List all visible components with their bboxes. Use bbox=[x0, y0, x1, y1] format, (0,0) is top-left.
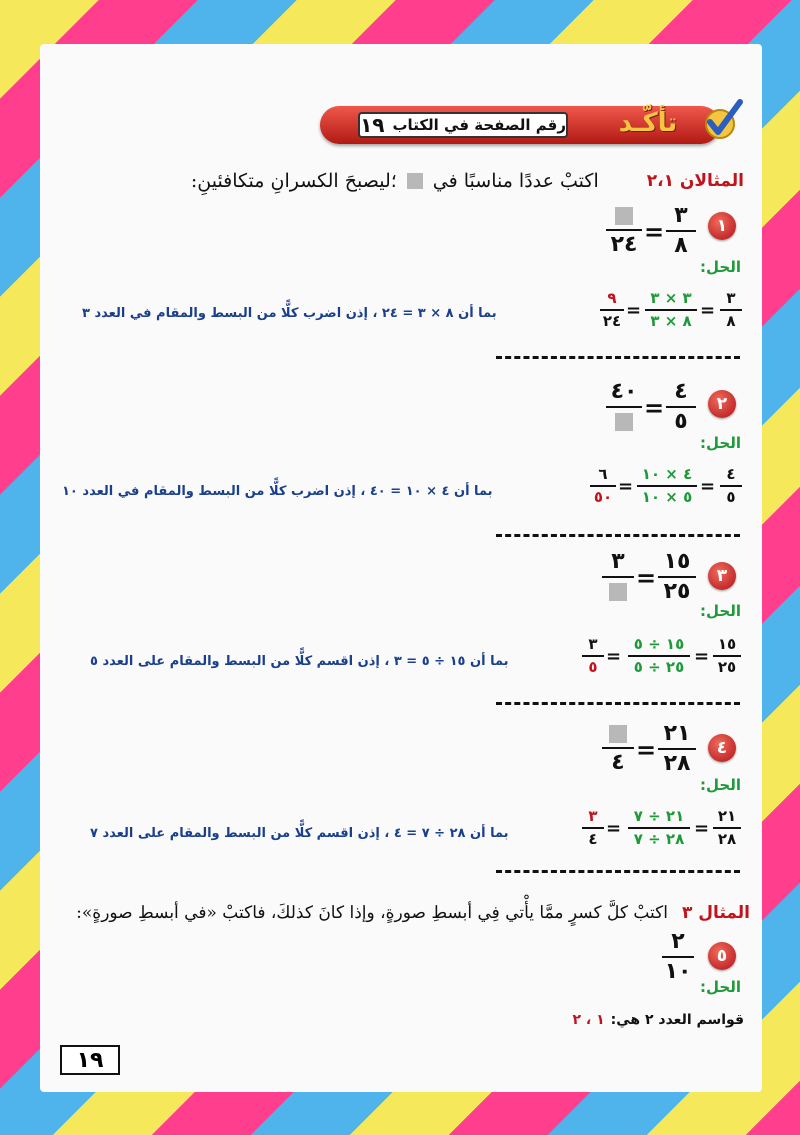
problem3-lhs-fraction bbox=[656, 550, 698, 604]
problem-number-badge: ٥ bbox=[708, 942, 736, 970]
problem3-rhs-fraction bbox=[600, 550, 636, 604]
solution2-fraction-b bbox=[636, 466, 698, 505]
denominator: ٢٥ bbox=[663, 579, 691, 605]
numerator: ٤ bbox=[726, 465, 736, 483]
numerator: ٣ bbox=[588, 807, 598, 825]
numerator: ٢١ bbox=[663, 721, 691, 746]
solution-label: الحل: bbox=[700, 776, 741, 794]
numerator: ٢١ bbox=[717, 807, 737, 825]
factors-label: قواسم العدد ٢ هي: bbox=[610, 1012, 744, 1028]
denominator: ٢٨ ÷ ٧ bbox=[633, 829, 685, 848]
solution2-fraction-c bbox=[588, 466, 618, 505]
section2-instruction: اكتبْ كلَّ كسرٍ ممَّا يأْتي فِي أبسطِ صورةٍ، وإذا كانَ كذلكَ، فاكتبْ «في أبسطِ صورةٍ»: bbox=[76, 903, 668, 923]
blank-box-icon bbox=[615, 413, 633, 431]
equals-sign: = bbox=[700, 476, 716, 497]
denominator: ٢٤ bbox=[602, 311, 622, 330]
equals-sign: = bbox=[606, 646, 622, 667]
numerator: ١٥ ÷ ٥ bbox=[633, 635, 685, 653]
factors-line bbox=[560, 1012, 744, 1028]
equals-sign: = bbox=[694, 818, 710, 839]
solution4-fraction-a bbox=[712, 808, 742, 847]
solution3-fraction-b bbox=[626, 636, 692, 675]
numerator: ٣ bbox=[588, 635, 598, 653]
problem1-rhs-fraction bbox=[604, 204, 644, 257]
problem5-fraction bbox=[660, 930, 696, 984]
numerator: ٢ bbox=[671, 929, 685, 954]
equals-sign: = bbox=[606, 818, 622, 839]
section2-label: المثال ٣ bbox=[682, 903, 750, 923]
solution4-fraction-c bbox=[580, 808, 606, 847]
equals-sign: = bbox=[644, 394, 665, 422]
denominator: ٢٨ bbox=[663, 751, 691, 777]
solution2-explanation: بما أن ٤ × ١٠ = ٤٠ ، إذن اضرب كلًّا من البسط والمقام في العدد ١٠ bbox=[62, 484, 493, 499]
denominator: ٤ bbox=[588, 829, 598, 848]
solution1-fraction-b bbox=[644, 290, 698, 329]
blank-box-icon bbox=[407, 173, 423, 189]
denominator: ٥ bbox=[674, 409, 688, 435]
section1-instruction-a: اكتبْ عددًا مناسبًا في bbox=[432, 170, 599, 192]
problem4-lhs-fraction bbox=[656, 722, 698, 776]
dashed-divider bbox=[496, 870, 740, 873]
denominator: ٥ × ١٠ bbox=[641, 487, 693, 506]
equals-sign: = bbox=[636, 736, 657, 764]
solution3-explanation: بما أن ١٥ ÷ ٥ = ٣ ، إذن اقسم كلًّا من البسط والمقام على العدد ٥ bbox=[90, 654, 509, 669]
solution2-fraction-a bbox=[718, 466, 744, 505]
denominator: ٤ bbox=[611, 750, 625, 775]
checkmark-icon bbox=[700, 98, 744, 142]
problem1-lhs-fraction bbox=[664, 204, 698, 258]
equals-sign: = bbox=[626, 300, 642, 321]
numerator: ٤ bbox=[674, 379, 688, 404]
numerator: ٤٠ bbox=[610, 379, 638, 404]
denominator: ٢٥ bbox=[717, 657, 737, 676]
numerator: ٣ bbox=[674, 203, 688, 228]
section1-instruction-b: ؛ليصبحَ الكسرانِ متكافئينِ: bbox=[190, 170, 397, 192]
numerator: ٣ bbox=[611, 549, 625, 574]
blank-box-icon bbox=[609, 583, 627, 601]
denominator: ٥ bbox=[588, 657, 598, 676]
denominator: ٥٠ bbox=[593, 487, 613, 506]
solution4-explanation: بما أن ٢٨ ÷ ٧ = ٤ ، إذن اقسم كلًّا من البسط والمقام على العدد ٧ bbox=[90, 826, 509, 841]
section1-header bbox=[170, 166, 744, 196]
dashed-divider bbox=[496, 356, 740, 359]
numerator: ٣ bbox=[726, 289, 736, 307]
denominator: ٢٨ bbox=[717, 829, 737, 848]
problem2-lhs-fraction bbox=[664, 380, 698, 434]
denominator: ١٠ bbox=[664, 959, 692, 985]
solution1-fraction-c bbox=[598, 290, 626, 329]
solution-label: الحل: bbox=[700, 602, 741, 620]
solution3-fraction-a bbox=[712, 636, 742, 675]
solution1-fraction-a bbox=[718, 290, 744, 329]
numerator: ٣ × ٣ bbox=[650, 289, 692, 307]
numerator: ١٥ bbox=[663, 549, 691, 574]
numerator: ٢١ ÷ ٧ bbox=[633, 807, 685, 825]
denominator: ٨ bbox=[674, 233, 688, 259]
blank-box-icon bbox=[615, 207, 633, 225]
equals-sign: = bbox=[644, 218, 665, 246]
denominator: ٨ bbox=[726, 311, 736, 330]
blank-box-icon bbox=[609, 725, 627, 743]
solution1-explanation: بما أن ٨ × ٣ = ٢٤ ، إذن اضرب كلًّا من البسط والمقام في العدد ٣ bbox=[82, 306, 497, 321]
solution-label: الحل: bbox=[700, 434, 741, 452]
denominator: ٥ bbox=[726, 487, 736, 506]
numerator: ٤ × ١٠ bbox=[641, 465, 693, 483]
book-page-number: ١٩ bbox=[360, 113, 385, 137]
equals-sign: = bbox=[694, 646, 710, 667]
numerator: ٦ bbox=[598, 465, 608, 483]
denominator: ٢٤ bbox=[610, 232, 638, 257]
book-page-label: رقم الصفحة في الكتاب bbox=[392, 116, 566, 134]
problem-number-badge: ٤ bbox=[708, 734, 736, 762]
equals-sign: = bbox=[618, 476, 634, 497]
problem-number-badge: ٣ bbox=[708, 562, 736, 590]
equals-sign: = bbox=[700, 300, 716, 321]
dashed-divider bbox=[496, 702, 740, 705]
equals-sign: = bbox=[636, 564, 657, 592]
numerator: ٩ bbox=[607, 289, 617, 307]
header-title: تأكّـد bbox=[618, 108, 678, 138]
problem-number-badge: ١ bbox=[708, 212, 736, 240]
factors-value: ١ ، ٢ bbox=[572, 1012, 605, 1028]
book-page-reference bbox=[358, 112, 568, 138]
dashed-divider bbox=[496, 534, 740, 537]
problem-number-badge: ٢ bbox=[708, 390, 736, 418]
problem4-rhs-fraction bbox=[600, 722, 636, 775]
section1-label: المثالان ٢،١ bbox=[646, 171, 744, 191]
denominator: ٢٥ ÷ ٥ bbox=[633, 657, 685, 676]
section2-header bbox=[60, 898, 750, 928]
solution-label: الحل: bbox=[700, 258, 741, 276]
page-number: ١٩ bbox=[60, 1045, 120, 1075]
numerator: ١٥ bbox=[717, 635, 737, 653]
solution4-fraction-b bbox=[626, 808, 692, 847]
denominator: ٨ × ٣ bbox=[650, 311, 692, 330]
solution-label: الحل: bbox=[700, 978, 741, 996]
solution3-fraction-c bbox=[580, 636, 606, 675]
problem2-rhs-fraction bbox=[604, 380, 644, 434]
